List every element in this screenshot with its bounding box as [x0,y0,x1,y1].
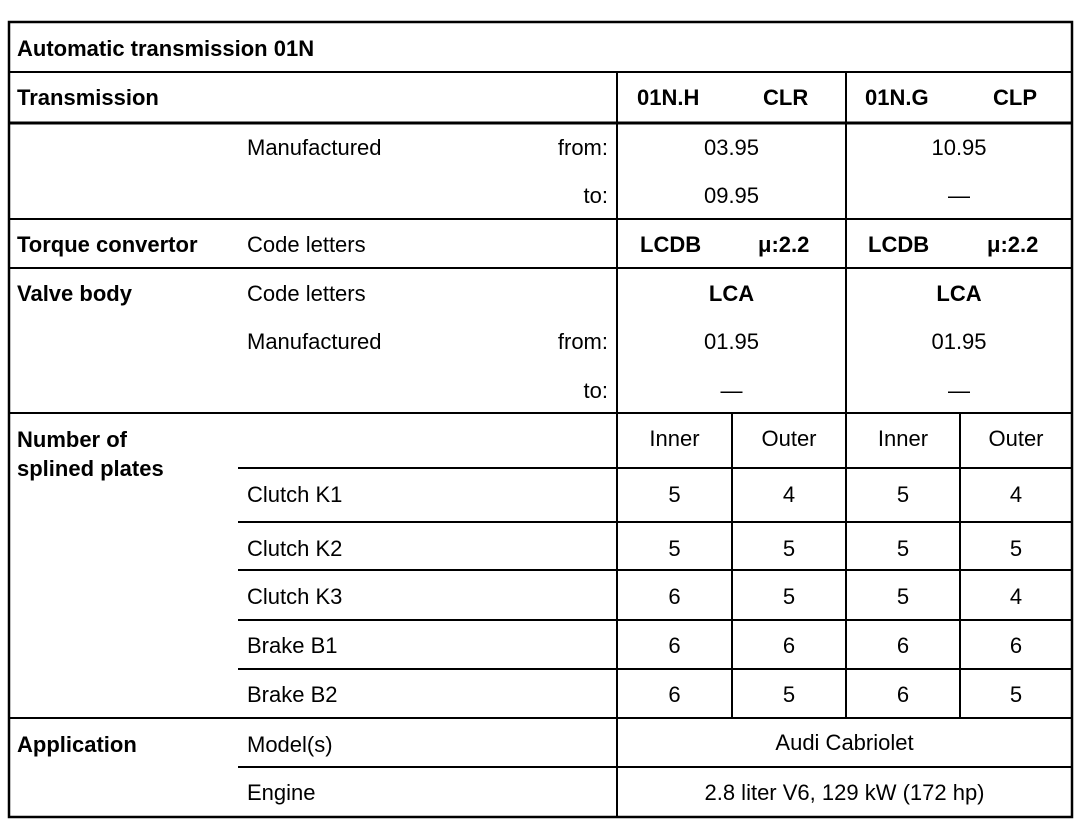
plate-value: 6 [668,584,681,609]
col2-inner-header: Inner [877,426,929,451]
valve-code-letters-label: Code letters [247,281,366,306]
valve-to-label: to: [583,378,608,403]
col1-torque-code: LCDB [640,232,702,257]
plate-row-name: Clutch K2 [247,536,343,561]
col2-torque-mu: μ:2.2 [987,232,1039,257]
col2-valve-code: LCA [936,281,982,306]
splined-plates-label-line1: Number of [17,427,127,452]
col2-transmission-code: 01N.G [865,85,929,110]
plate-value: 5 [782,682,796,707]
col2-valve-to: — [948,378,970,403]
plate-value: 4 [1009,584,1023,609]
plate-value: 5 [668,536,681,561]
plate-value: 4 [782,482,796,507]
table-title: Automatic transmission 01N [17,36,315,61]
from-label: from: [557,135,608,160]
manufactured-label: Manufactured [247,135,382,160]
plate-value: 6 [782,633,796,658]
transmission-label: Transmission [17,85,159,110]
col1-manufactured-to: 09.95 [703,183,760,208]
col2-torque-code: LCDB [868,232,930,257]
model-label: Model(s) [247,732,333,757]
to-label: to: [583,183,608,208]
torque-code-letters-label: Code letters [247,232,366,257]
plate-row-name: Clutch K3 [247,584,343,609]
model-value: Audi Cabriolet [775,730,914,755]
valve-body-label: Valve body [17,281,132,306]
col1-transmission-code: 01N.H [637,85,700,110]
plate-value: 6 [896,682,910,707]
plate-value: 6 [668,682,681,707]
col1-torque-mu: μ:2.2 [758,232,810,257]
col1-valve-to: — [720,378,743,403]
col1-valve-from: 01.95 [703,329,760,354]
engine-label: Engine [247,780,316,805]
plate-value: 5 [896,536,910,561]
valve-manufactured-label: Manufactured [247,329,382,354]
plate-row-name: Brake B2 [247,682,338,707]
col1-code-letters: CLR [763,85,809,110]
splined-plates-label-line2: splined plates [17,456,164,481]
col2-code-letters: CLP [993,85,1037,110]
col2-outer-header: Outer [988,426,1044,451]
plate-value: 4 [1009,482,1023,507]
valve-from-label: from: [557,329,608,354]
plate-value: 6 [1009,633,1023,658]
col2-valve-from: 01.95 [931,329,987,354]
col1-inner-header: Inner [649,426,700,451]
plate-value: 5 [896,482,910,507]
application-label: Application [17,732,137,757]
col2-manufactured-to: — [948,183,970,208]
plate-row-name: Brake B1 [247,633,338,658]
col1-outer-header: Outer [761,426,817,451]
plate-value: 5 [1009,682,1023,707]
plate-value: 5 [782,536,796,561]
col1-manufactured-from: 03.95 [703,135,760,160]
plate-value: 5 [782,584,796,609]
plate-value: 5 [668,482,681,507]
plate-value: 6 [896,633,910,658]
plate-row-name: Clutch K1 [247,482,343,507]
col1-valve-code: LCA [708,281,755,306]
plate-value: 5 [896,584,910,609]
plate-value: 6 [668,633,681,658]
col2-manufactured-from: 10.95 [931,135,987,160]
plate-value: 5 [1009,536,1023,561]
torque-convertor-label: Torque convertor [17,232,198,257]
engine-value: 2.8 liter V6, 129 kW (172 hp) [704,780,985,805]
